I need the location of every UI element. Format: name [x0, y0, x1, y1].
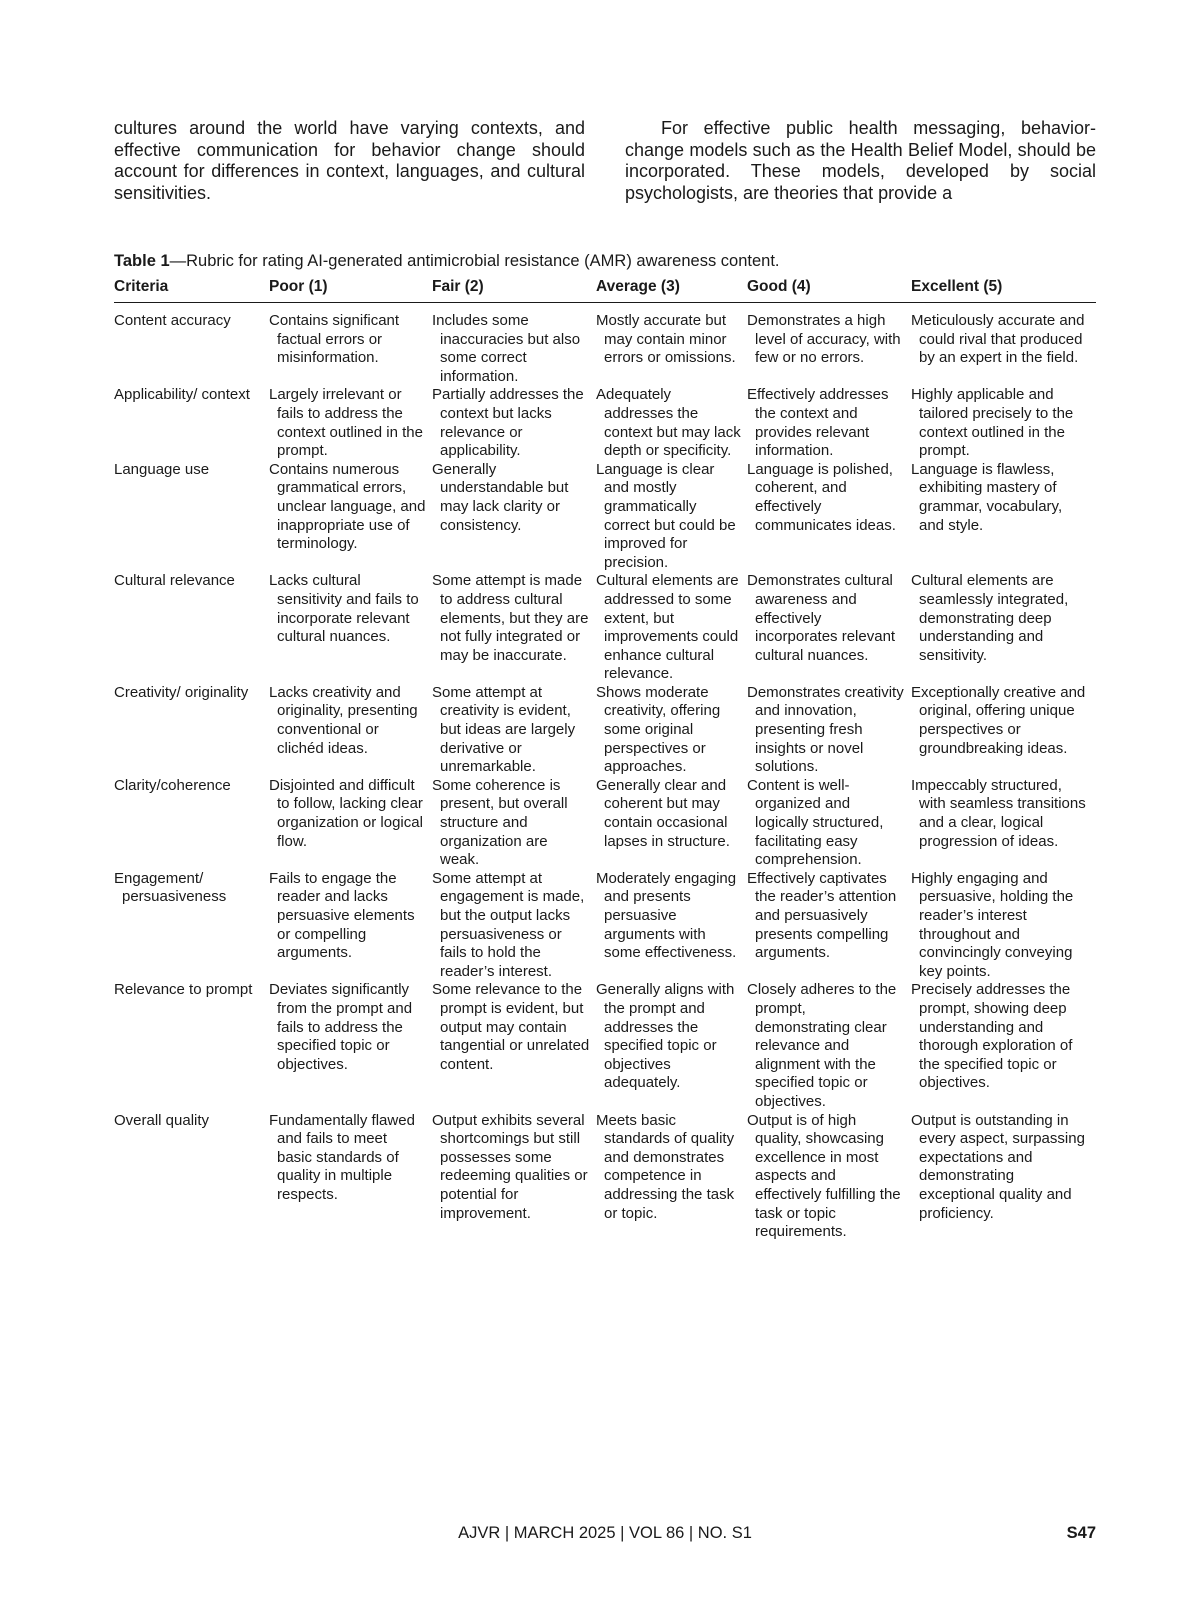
cell-text: Cultural relevance [114, 572, 235, 590]
table-row [114, 981, 1096, 1111]
cell-text: Highly applicable and tailored precisely to the context outlined in the prompt. [911, 386, 1074, 460]
criteria-cell [114, 981, 269, 1111]
column-header: Poor (1) [269, 275, 432, 303]
rating-cell [432, 303, 596, 387]
cell-text: Fails to engage the reader and lacks persuasive elements or compelling arguments. [269, 869, 415, 962]
rating-cell [747, 303, 911, 387]
rating-cell [911, 1112, 1096, 1242]
rating-cell [269, 303, 432, 387]
cell-text: Highly engaging and persuasive, holding the reader’s interest throughout and convincingly conveying key points. [911, 869, 1074, 980]
rating-cell [747, 684, 911, 777]
rating-cell [432, 684, 596, 777]
cell-text: Language use [114, 460, 210, 478]
cell-text: Exceptionally creative and original, offering unique perspectives or groundbreaking ideas. [911, 683, 1086, 757]
cell-text: Output is outstanding in every aspect, surpassing expectations and demonstrating exceptional quality and proficiency. [911, 1111, 1085, 1222]
rubric-table [114, 275, 1096, 1242]
cell-text: Applicability/ context [114, 386, 250, 404]
table-header-row [114, 275, 1096, 303]
cell-text: Mostly accurate but may contain minor errors or omissions. [596, 312, 736, 367]
cell-text: Contains numerous grammatical errors, unclear language, and inappropriate use of terminology. [269, 460, 426, 553]
rating-cell [432, 777, 596, 870]
table-row [114, 870, 1096, 982]
rating-cell [911, 461, 1096, 573]
rating-cell [269, 777, 432, 870]
rating-cell [747, 777, 911, 870]
cell-text: Creativity/ originality [114, 683, 249, 701]
rating-cell [596, 572, 747, 684]
cell-text: Moderately engaging and presents persuasive arguments with some effectiveness. [596, 869, 737, 962]
cell-text: Language is clear and mostly grammatically correct but could be improved for precision. [596, 460, 736, 571]
cell-text: Generally clear and coherent but may contain occasional lapses in structure. [596, 776, 730, 850]
right-column [625, 118, 1096, 204]
cell-text: Contains significant factual errors or misinformation. [269, 312, 400, 367]
rating-cell [432, 461, 596, 573]
cell-text: Meticulously accurate and could rival that produced by an expert in the field. [911, 312, 1085, 367]
cell-text: Lacks cultural sensitivity and fails to incorporate relevant cultural nuances. [269, 572, 419, 646]
cell-text: Engagement/ persuasiveness [114, 869, 227, 906]
criteria-cell [114, 777, 269, 870]
rating-cell [596, 386, 747, 460]
cell-text: Effectively addresses the context and provides relevant information. [747, 386, 889, 460]
cell-text: Closely adheres to the prompt, demonstrating clear relevance and alignment with the specified topic or objectives. [747, 981, 897, 1110]
cell-text: Demonstrates cultural awareness and effectively incorporates relevant cultural nuances. [747, 572, 896, 664]
cell-text: Some coherence is present, but overall structure and organization are weak. [432, 776, 568, 869]
table-row [114, 684, 1096, 777]
cell-text: Some attempt is made to address cultural elements, but they are not fully integrated or may be inaccurate. [432, 572, 589, 664]
page-footer [114, 1524, 1096, 1543]
rating-cell [911, 684, 1096, 777]
rating-cell [269, 870, 432, 982]
rating-cell [747, 870, 911, 982]
table-row [114, 386, 1096, 460]
cell-text: Meets basic standards of quality and demonstrates competence in addressing the task or topic. [596, 1111, 735, 1222]
cell-text: Output exhibits several shortcomings but still possesses some redeeming qualities or potential for improvement. [432, 1111, 588, 1222]
column-header: Average (3) [596, 275, 747, 303]
table-row [114, 303, 1096, 387]
cell-text: Some relevance to the prompt is evident, but output may contain tangential or unrelated content. [432, 981, 590, 1073]
column-header: Excellent (5) [911, 275, 1096, 303]
rating-cell [269, 572, 432, 684]
criteria-cell [114, 461, 269, 573]
cell-text: Clarity/coherence [114, 776, 231, 794]
cell-text: Demonstrates a high level of accuracy, with few or no errors. [747, 312, 901, 367]
rating-cell [596, 461, 747, 573]
rating-cell [432, 386, 596, 460]
criteria-cell [114, 1112, 269, 1242]
body-text-columns [114, 118, 1096, 204]
cell-text: Largely irrelevant or fails to address the context outlined in the prompt. [269, 386, 423, 460]
cell-text: Disjointed and difficult to follow, lacking clear organization or logical flow. [269, 776, 423, 850]
right-paragraph: For effective public health messaging, behavior-change models such as the Health Belief Model, should be incorporated. These models, developed by social psychologists, are theories that provide a [625, 118, 1096, 203]
table-row [114, 572, 1096, 684]
rating-cell [432, 981, 596, 1111]
column-header: Criteria [114, 275, 269, 303]
table-row [114, 1112, 1096, 1242]
cell-text: Some attempt at creativity is evident, but ideas are largely derivative or unremarkable. [432, 683, 576, 776]
rating-cell [432, 572, 596, 684]
cell-text: Deviates significantly from the prompt and fails to address the specified topic or objectives. [269, 981, 413, 1073]
cell-text: Output is of high quality, showcasing excellence in most aspects and effectively fulfilling the task or topic requirements. [747, 1111, 901, 1241]
cell-text: Overall quality [114, 1111, 210, 1129]
rating-cell [432, 870, 596, 982]
table-row [114, 777, 1096, 870]
rating-cell [911, 777, 1096, 870]
cell-text: Partially addresses the context but lacks relevance or applicability. [432, 386, 584, 460]
cell-text: Generally aligns with the prompt and addresses the specified topic or objectives adequately. [596, 981, 735, 1092]
rating-cell [747, 572, 911, 684]
rating-cell [596, 1112, 747, 1242]
rating-cell [596, 684, 747, 777]
table-row [114, 461, 1096, 573]
rating-cell [911, 870, 1096, 982]
criteria-cell [114, 303, 269, 387]
rating-cell [596, 870, 747, 982]
rating-cell [596, 777, 747, 870]
rating-cell [269, 1112, 432, 1242]
journal-info: AJVR | MARCH 2025 | VOL 86 | NO. S1 [458, 1524, 752, 1542]
rating-cell [911, 572, 1096, 684]
cell-text: Language is polished, coherent, and effectively communicates ideas. [747, 460, 896, 534]
left-column [114, 118, 585, 204]
rating-cell [269, 386, 432, 460]
cell-text: Includes some inaccuracies but also some correct information. [432, 312, 581, 385]
rating-cell [596, 981, 747, 1111]
table-caption-text: —Rubric for rating AI-generated antimicrobial resistance (AMR) awareness content. [169, 252, 780, 270]
criteria-cell [114, 572, 269, 684]
cell-text: Fundamentally flawed and fails to meet basic standards of quality in multiple respects. [269, 1111, 415, 1203]
criteria-cell [114, 386, 269, 460]
page-number: S47 [1066, 1524, 1096, 1542]
cell-text: Impeccably structured, with seamless transitions and a clear, logical progression of ideas. [911, 776, 1086, 850]
cell-text: Lacks creativity and originality, presenting conventional or clichéd ideas. [269, 683, 418, 757]
cell-text: Some attempt at engagement is made, but the output lacks persuasiveness or fails to hold the reader’s interest. [432, 869, 585, 980]
rubric-table-section [114, 251, 1096, 1242]
cell-text: Relevance to prompt [114, 981, 253, 999]
rating-cell [911, 303, 1096, 387]
cell-text: Cultural elements are addressed to some extent, but improvements could enhance cultural relevance. [596, 572, 739, 683]
criteria-cell [114, 684, 269, 777]
rating-cell [747, 981, 911, 1111]
column-header: Good (4) [747, 275, 911, 303]
rating-cell [269, 981, 432, 1111]
cell-text: Content accuracy [114, 312, 231, 329]
rating-cell [911, 386, 1096, 460]
cell-text: Generally understandable but may lack clarity or consistency. [432, 460, 569, 534]
cell-text: Effectively captivates the reader’s attention and persuasively presents compelling arguments. [747, 869, 897, 962]
cell-text: Adequately addresses the context but may lack depth or specificity. [596, 386, 741, 460]
rating-cell [269, 461, 432, 573]
left-paragraph: cultures around the world have varying contexts, and effective communication for behavior change should account for differences in context, languages, and cultural sensitivities. [114, 118, 585, 203]
rating-cell [432, 1112, 596, 1242]
table-label: Table 1 [114, 252, 170, 270]
rating-cell [747, 386, 911, 460]
rating-cell [911, 981, 1096, 1111]
rating-cell [747, 1112, 911, 1242]
column-header: Fair (2) [432, 275, 596, 303]
cell-text: Language is flawless, exhibiting mastery of grammar, vocabulary, and style. [911, 460, 1063, 534]
criteria-cell [114, 870, 269, 982]
rating-cell [747, 461, 911, 573]
cell-text: Demonstrates creativity and innovation, presenting fresh insights or novel solutions. [747, 683, 904, 776]
rating-cell [269, 684, 432, 777]
table-body [114, 303, 1096, 1242]
cell-text: Content is well-organized and logically structured, facilitating easy comprehension. [747, 776, 884, 869]
table-caption [114, 251, 1096, 271]
cell-text: Shows moderate creativity, offering some original perspectives or approaches. [596, 683, 721, 776]
rating-cell [596, 303, 747, 387]
cell-text: Precisely addresses the prompt, showing deep understanding and thorough exploration of the specified topic or objectives. [911, 981, 1073, 1092]
cell-text: Cultural elements are seamlessly integrated, demonstrating deep understanding and sensitivity. [911, 572, 1069, 664]
